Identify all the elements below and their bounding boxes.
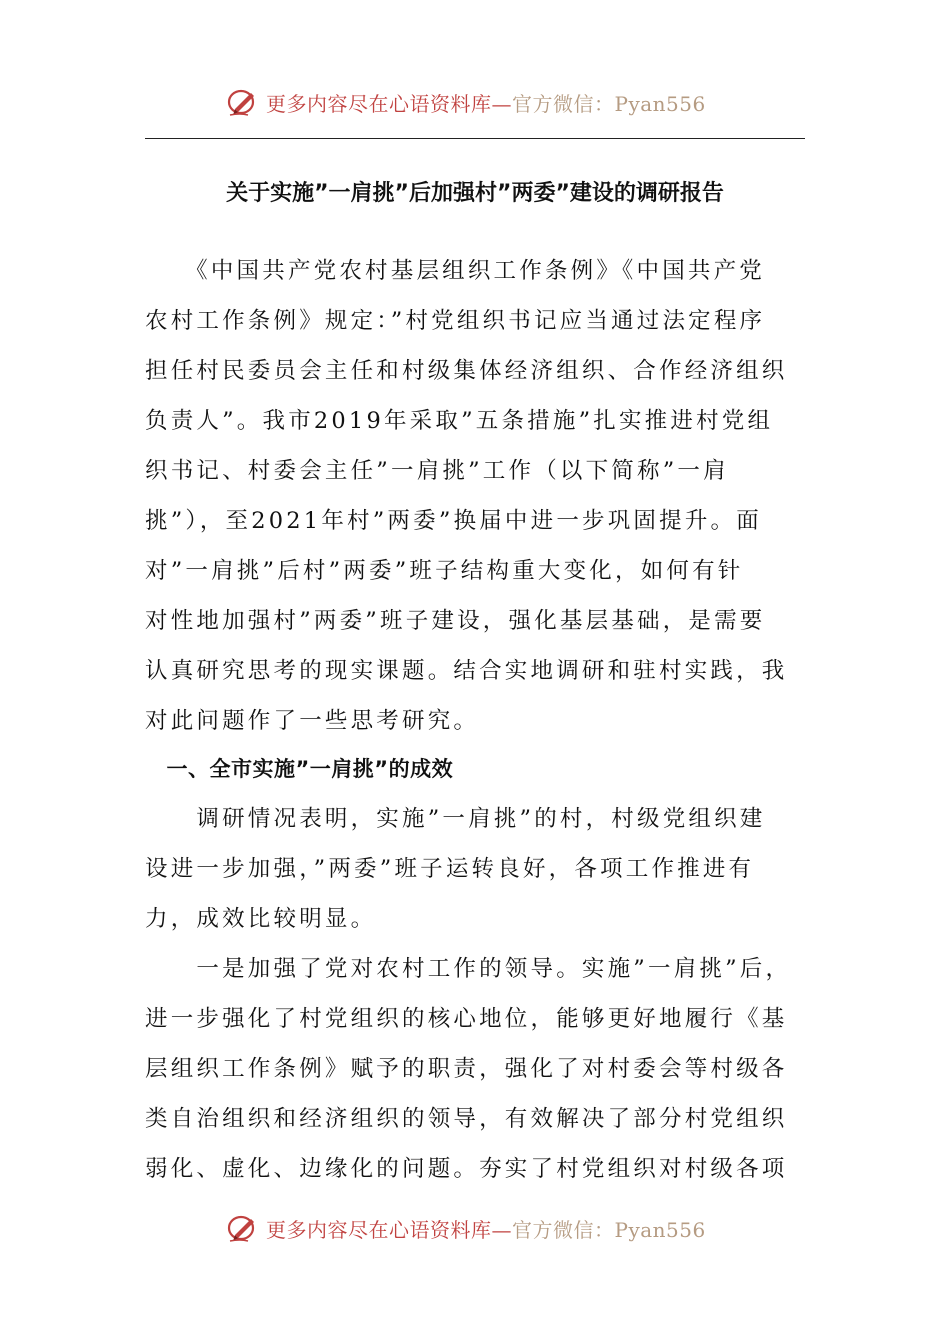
paragraph-results (145, 794, 807, 944)
footer-banner-content (226, 1206, 706, 1250)
heading-text: 一、全市实施”一肩挑”的成效 (145, 757, 454, 781)
text-line: 层组织工作条例》赋予的职责，强化了对村委会等村级各 (145, 1056, 788, 1082)
wechat-id: 官方微信：Pyan556 (512, 91, 706, 116)
pen-logo-icon (226, 1211, 260, 1245)
text-line: 一是加强了党对农村工作的领导。实施”一肩挑”后， (145, 956, 792, 982)
header-banner-content (226, 80, 706, 124)
text-line: 对此问题作了一些思考研究。 (145, 708, 480, 734)
pen-logo-icon (226, 85, 260, 119)
footer-banner (0, 1206, 950, 1250)
paragraph-intro (145, 246, 807, 746)
text-line: 负责人”。我市2019年采取”五条措施”扎实推进村党组 (145, 408, 774, 434)
text-line: 设进一步加强，”两委”班子运转良好，各项工作推进有 (145, 856, 755, 882)
document-title: 关于实施”一肩挑”后加强村”两委”建设的调研报告 (226, 181, 724, 206)
text-line: 担任村民委员会主任和村级集体经济组织、合作经济组织 (145, 358, 788, 384)
text-line: 弱化、虚化、边缘化的问题。夯实了村党组织对村级各项 (145, 1156, 788, 1182)
text-line: 力，成效比较明显。 (145, 906, 377, 932)
text-line: 调研情况表明，实施”一肩挑”的村，村级党组织建 (145, 806, 766, 832)
section-heading (145, 744, 807, 794)
text-line: 农村工作条例》规定：”村党组织书记应当通过法定程序 (145, 308, 766, 334)
text-line: 织书记、村委会主任”一肩挑”工作（以下简称”一肩 (145, 458, 729, 484)
text-line: 认真研究思考的现实课题。结合实地调研和驻村实践，我 (145, 658, 788, 684)
banner-text: 更多内容尽在心语资料库—官方微信：Pyan556 (266, 91, 706, 116)
text-line: 进一步强化了村党组织的核心地位，能够更好地履行《基 (145, 1006, 788, 1032)
header-banner (0, 80, 950, 124)
header-rule (145, 138, 805, 139)
banner-text: 更多内容尽在心语资料库—官方微信：Pyan556 (266, 1217, 706, 1242)
text-line: 对性地加强村”两委”班子建设，强化基层基础，是需要 (145, 608, 766, 634)
text-line: 《中国共产党农村基层组织工作条例》《中国共产党 (145, 258, 766, 284)
paragraph-leadership (145, 944, 807, 1194)
text-line: 挑”），至2021年村”两委”换届中进一步巩固提升。面 (145, 508, 762, 534)
wechat-id: 官方微信：Pyan556 (512, 1217, 706, 1242)
text-line: 类自治组织和经济组织的领导，有效解决了部分村党组织 (145, 1106, 788, 1132)
text-line: 对”一肩挑”后村”两委”班子结构重大变化，如何有针 (145, 558, 744, 584)
